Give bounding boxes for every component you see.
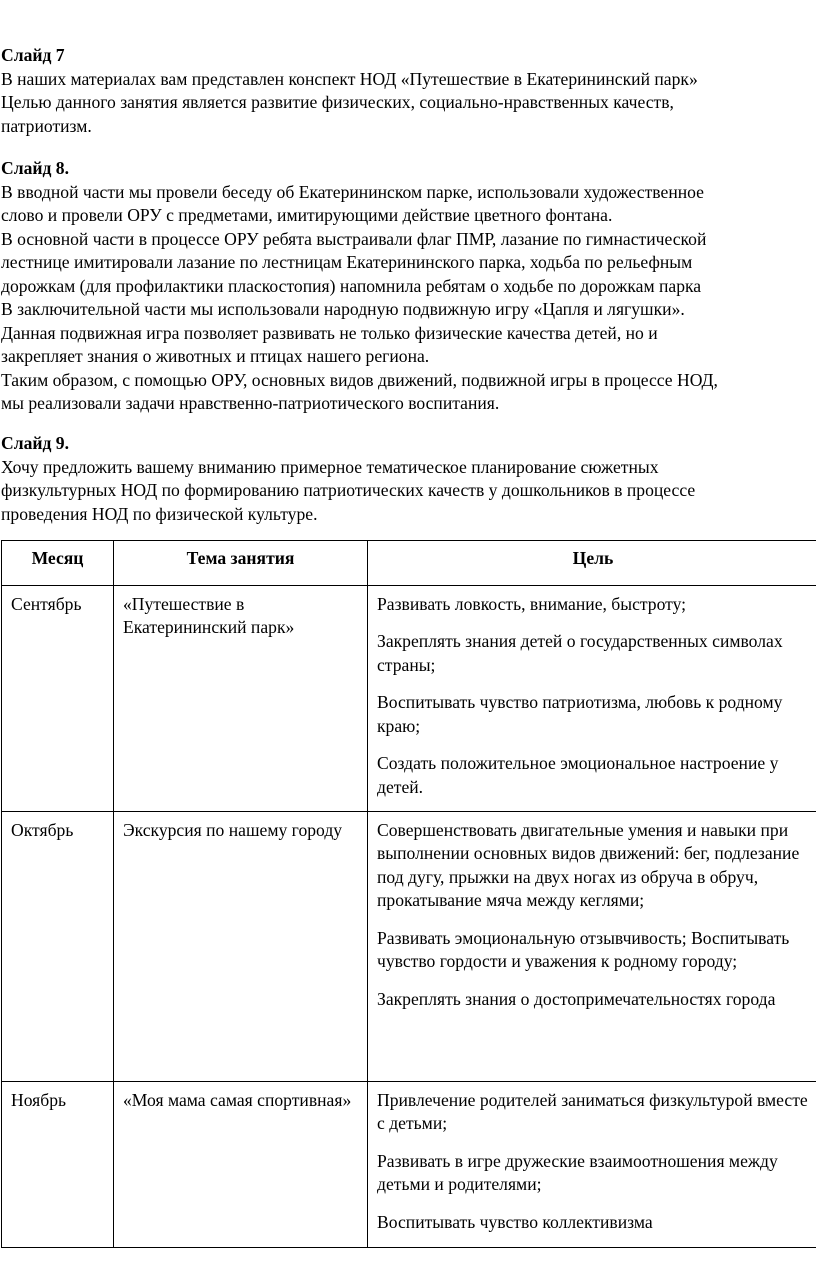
topic-cell: Экскурсия по нашему городу <box>114 811 368 1081</box>
slide-7-line: В наших материалах вам представлен конспект НОД «Путешествие в Екатерининский парк» <box>1 68 698 89</box>
slide-9-heading: Слайд 9. <box>1 433 70 453</box>
goal-item: Закреплять знания детей о государственных символах страны; <box>377 631 783 675</box>
slide-7-heading: Слайд 7 <box>1 45 65 65</box>
goal-item: Привлечение родителей заниматься физкультурой вместе с детьми; <box>377 1089 808 1133</box>
goal-item: Закреплять знания о достопримечательностях города <box>377 988 776 1009</box>
slide-9-line: физкультурных НОД по формированию патриотических качеств у дошкольников в процессе <box>1 480 696 500</box>
goal-item: Создать положительное эмоциональное настроение у детей. <box>377 753 779 797</box>
goal-item: Развивать эмоциональную отзывчивость; Воспитывать чувство гордости и уважения к родному городу; <box>377 927 790 971</box>
goal-item: Воспитывать чувство патриотизма, любовь к родному краю; <box>377 692 783 736</box>
slide-8-line: В вводной части мы провели беседу об Екатерининском парке, использовали художественное <box>1 181 704 202</box>
table-header-row <box>2 541 816 586</box>
goal-item: Развивать ловкость, внимание, быстроту; <box>377 593 687 614</box>
slide-8-line: слово и провели ОРУ с предметами, имитирующими действие цветного фонтана. <box>1 205 613 225</box>
goal-cell <box>368 585 816 811</box>
month-cell: Октябрь <box>2 811 114 1081</box>
topic-cell: «Путешествие в Екатерининский парк» <box>114 585 368 811</box>
table-row <box>2 585 816 811</box>
slide-9-line: проведения НОД по физической культуре. <box>1 503 318 524</box>
slide-8-line: Таким образом, с помощью ОРУ, основных видов движений, подвижной игры в процессе НОД, <box>1 369 718 390</box>
slide-9-section <box>1 432 813 526</box>
goal-item: Развивать в игре дружеские взаимоотношения между детьми и родителями; <box>377 1150 778 1194</box>
slide-7-line: Целью данного занятия является развитие физических, социально-нравственных качеств, <box>1 92 674 112</box>
slide-9-line: Хочу предложить вашему вниманию примерное тематическое планирование сюжетных <box>1 456 659 477</box>
month-cell: Сентябрь <box>2 585 114 811</box>
slide-8-line: закрепляет знания о животных и птицах нашего региона. <box>1 346 430 366</box>
table-row <box>2 811 816 1081</box>
goal-cell <box>368 811 816 1081</box>
slide-8-line: лестнице имитировали лазание по лестницам Екатерининского парка, ходьба по рельефным <box>1 252 693 272</box>
table-row <box>2 1081 816 1247</box>
slide-8-line: В основной части в процессе ОРУ ребята выстраивали флаг ПМР, лазание по гимнастической <box>1 228 707 249</box>
slide-8-line: дорожкам (для профилактики плаcкостопия) напомнила ребятам о ходьбе по дорожкам парка <box>1 275 702 296</box>
header-goal: Цель <box>368 541 816 586</box>
goal-cell <box>368 1081 816 1247</box>
slide-8-heading: Слайд 8. <box>1 158 70 178</box>
slide-7-line: патриотизм. <box>1 115 92 136</box>
slide-7-section <box>1 44 813 138</box>
goal-item: Воспитывать чувство коллективизма <box>377 1211 653 1232</box>
goal-item: Совершенствовать двигательные умения и навыки при выполнении основных видов движений: бег, подлезание под дугу, прыжки на двух ногах из обруча в обруч, прокатывание мяча между кеглями; <box>377 819 800 910</box>
month-cell: Ноябрь <box>2 1081 114 1247</box>
slide-8-line: В заключительной части мы использовали народную подвижную игру «Цапля и лягушки». <box>1 299 685 319</box>
slide-8-section <box>1 157 813 416</box>
header-topic: Тема занятия <box>114 541 368 586</box>
planning-table <box>1 540 816 1248</box>
header-month: Месяц <box>2 541 114 586</box>
topic-cell: «Моя мама самая спортивная» <box>114 1081 368 1247</box>
slide-8-line: Данная подвижная игра позволяет развивать не только физические качества детей, но и <box>1 322 658 343</box>
slide-8-line: мы реализовали задачи нравственно-патриотического воспитания. <box>1 393 500 413</box>
